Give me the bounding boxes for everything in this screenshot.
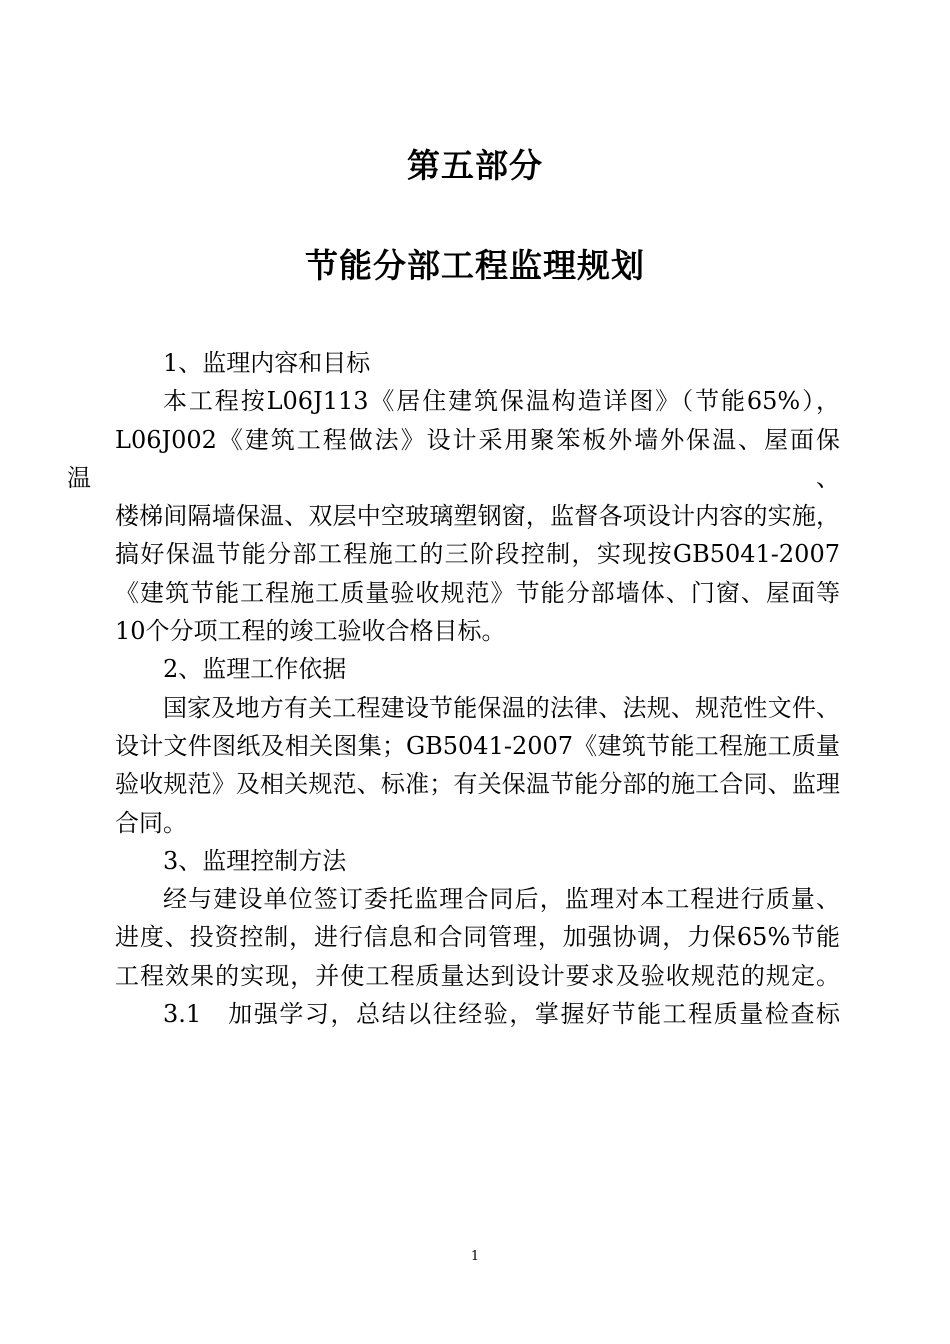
paragraph-line: 合同。 (115, 808, 187, 837)
main-title: 节能分部工程监理规划 (305, 246, 645, 285)
paragraph-line: 进度、投资控制，进行信息和合同管理，加强协调，力保65%节能 (115, 923, 840, 952)
section-heading-2 (115, 650, 840, 688)
paragraph-line: 验收规范》及相关规范、标准；有关保温节能分部的施工合同、监理 (115, 770, 840, 799)
paragraph-line: L06J002《建筑工程做法》设计采用聚笨板外墙外保温、屋面保温、 (67, 425, 840, 492)
section-paragraph-1 (67, 382, 840, 650)
paragraph-line: 10个分项工程的竣工验收合格目标。 (115, 617, 506, 646)
subsection-3-1 (115, 995, 840, 1033)
heading-text: 2、监理工作依据 (163, 655, 347, 684)
section-heading-3 (115, 842, 840, 880)
paragraph-line: 本工程按L06J113《居住建筑保温构造详图》（节能65%）， (163, 387, 840, 416)
paragraph-line: 《建筑节能工程施工质量验收规范》节能分部墙体、门窗、屋面等 (115, 578, 840, 607)
paragraph-line: 工程效果的实现，并使工程质量达到设计要求及验收规范的规定。 (115, 961, 840, 990)
paragraph-line: 经与建设单位签订委托监理合同后，监理对本工程进行质量、 (163, 885, 840, 914)
heading-text: 1、监理内容和目标 (163, 349, 371, 377)
paragraph-line: 楼梯间隔墙保温、双层中空玻璃塑钢窗，监督各项设计内容的实施， (115, 502, 840, 531)
section-heading-1 (115, 344, 840, 382)
document-body (67, 344, 840, 1033)
section-paragraph-2 (115, 689, 840, 842)
section-paragraph-3 (115, 880, 840, 995)
part-title: 第五部分 (407, 146, 543, 185)
paragraph-line: 搞好保温节能分部工程施工的三阶段控制，实现按GB5041-2007 (115, 540, 840, 569)
paragraph-line: 国家及地方有关工程建设节能保温的法律、法规、规范性文件、 (163, 693, 840, 722)
subsection-line: 3.1 加强学习，总结以往经验，掌握好节能工程质量检查标 (163, 1000, 840, 1029)
paragraph-line: 设计文件图纸及相关图集；GB5041-2007《建筑节能工程施工质量 (115, 731, 840, 760)
heading-text: 3、监理控制方法 (163, 846, 347, 875)
page-number: 1 (470, 1249, 480, 1264)
